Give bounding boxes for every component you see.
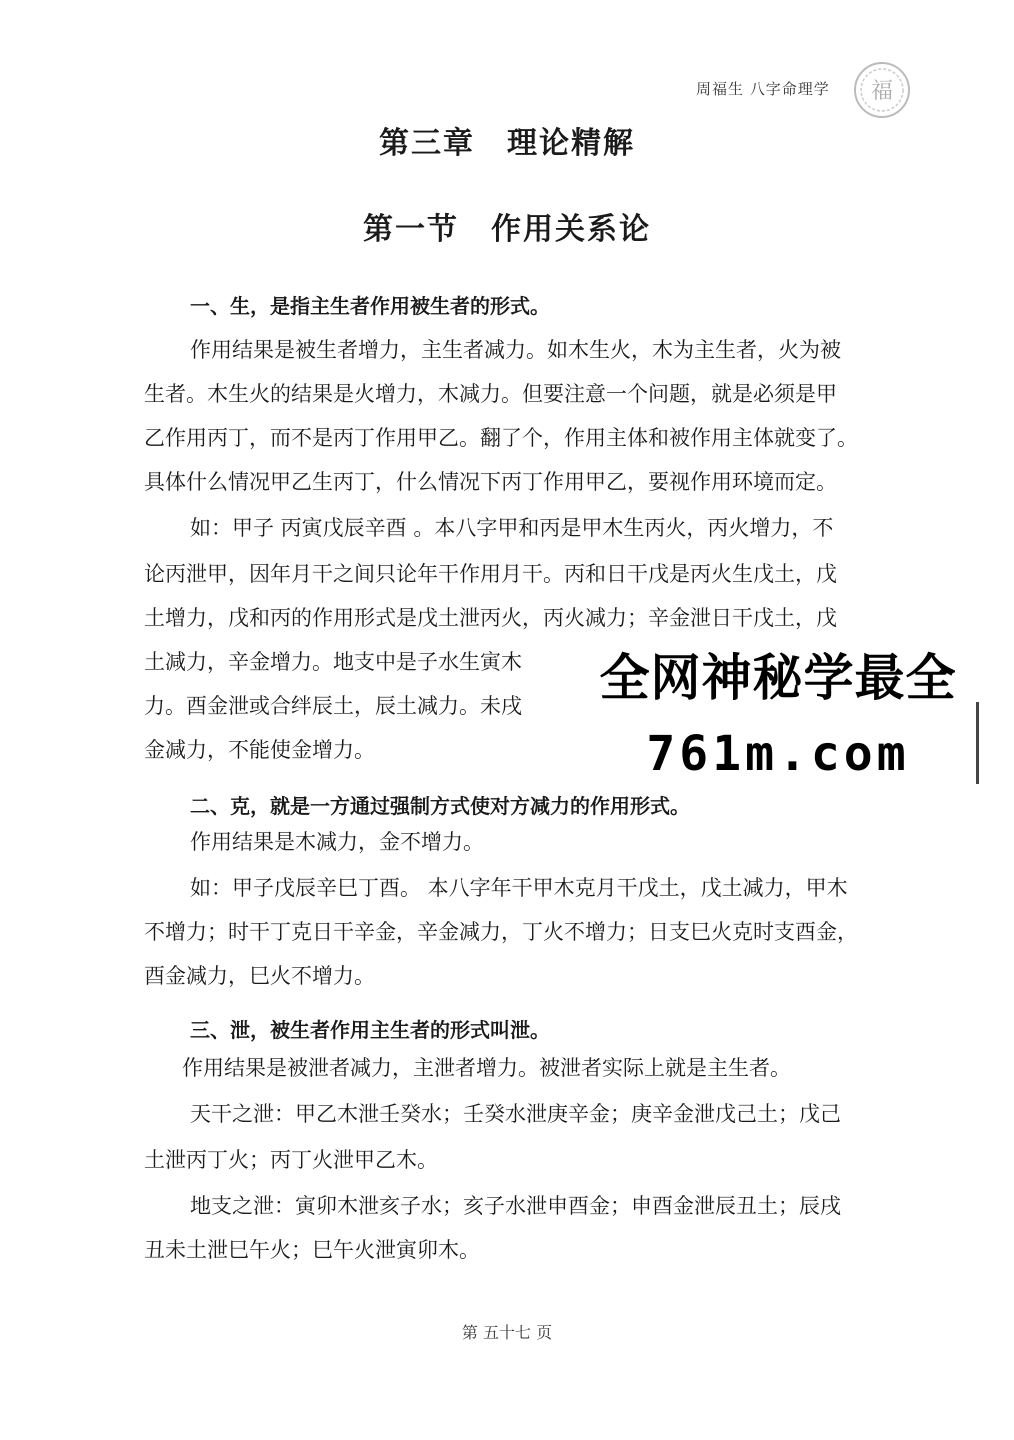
- paragraph-line: 丑未土泄巳午火；巳午火泄寅卯木。: [144, 1238, 480, 1262]
- section-heading-3: 三、泄，被生者作用主生者的形式叫泄。: [190, 1018, 550, 1042]
- watermark-line1: 全网神秘学最全: [599, 649, 957, 707]
- paragraph-line: 土泄丙丁火；丙丁火泄甲乙木。: [144, 1148, 438, 1172]
- paragraph-line: 作用结果是木减力，金不增力。: [190, 830, 484, 854]
- paragraph-line: 作用结果是被生者增力，主生者减力。如木生火，木为主生者，火为被: [190, 338, 841, 362]
- header-author-title: 周福生 八字命理学: [696, 80, 830, 98]
- paragraph-line: 酉金减力，巳火不增力。: [144, 964, 375, 988]
- seal-char: 福: [870, 79, 894, 104]
- watermark-url: 761m.com: [646, 726, 910, 782]
- paragraph-line: 力。酉金泄或合绊辰土，辰土减力。未戌: [144, 694, 522, 718]
- paragraph-line: 土减力，辛金增力。地支中是子水生寅木: [144, 650, 522, 674]
- section-heading-2: 二、克，就是一方通过强制方式使对方减力的作用形式。: [190, 794, 690, 818]
- section-heading-1: 一、生，是指主生者作用被生者的形式。: [190, 294, 550, 318]
- paragraph-line: 地支之泄：寅卯木泄亥子水；亥子水泄申酉金；申酉金泄辰丑土；辰戌: [190, 1194, 841, 1218]
- paragraph-line: 乙作用丙丁，而不是丙丁作用甲乙。翻了个，作用主体和被作用主体就变了。: [144, 426, 858, 450]
- paragraph-line: 土增力，戊和丙的作用形式是戊土泄丙火，丙火减力；辛金泄日干戊土，戊: [144, 606, 837, 630]
- paragraph-line: 如：甲子戊辰辛巳丁酉。 本八字年干甲木克月干戊土，戊土减力，甲木: [190, 876, 848, 900]
- chapter-title: 第三章 理论精解: [379, 126, 635, 161]
- watermark: [568, 632, 988, 792]
- page-number: 第 五十七 页: [461, 1323, 553, 1342]
- paragraph-line: 论丙泄甲，因年月干之间只论年干作用月干。丙和日干戊是丙火生戊土，戊: [144, 562, 837, 586]
- paragraph-line: 生者。木生火的结果是火增力，木减力。但要注意一个问题，就是必须是甲: [144, 382, 837, 406]
- watermark-bar: [976, 702, 979, 784]
- seal-logo: [852, 60, 912, 120]
- paragraph-line: 具体什么情况甲乙生丙丁，什么情况下丙丁作用甲乙，要视作用环境而定。: [144, 470, 837, 494]
- paragraph-line: 天干之泄：甲乙木泄壬癸水；壬癸水泄庚辛金；庚辛金泄戊己土；戊己: [190, 1102, 841, 1126]
- paragraph-line: 不增力；时干丁克日干辛金，辛金减力，丁火不增力；日支巳火克时支酉金，: [144, 920, 858, 944]
- paragraph-line: 作用结果是被泄者减力，主泄者增力。被泄者实际上就是主生者。: [182, 1056, 791, 1080]
- paragraph-line: 金减力，不能使金增力。: [144, 738, 375, 762]
- paragraph-line: 如：甲子 丙寅戊辰辛酉 。本八字甲和丙是甲木生丙火，丙火增力，不: [190, 516, 834, 540]
- section-title: 第一节 作用关系论: [363, 212, 651, 247]
